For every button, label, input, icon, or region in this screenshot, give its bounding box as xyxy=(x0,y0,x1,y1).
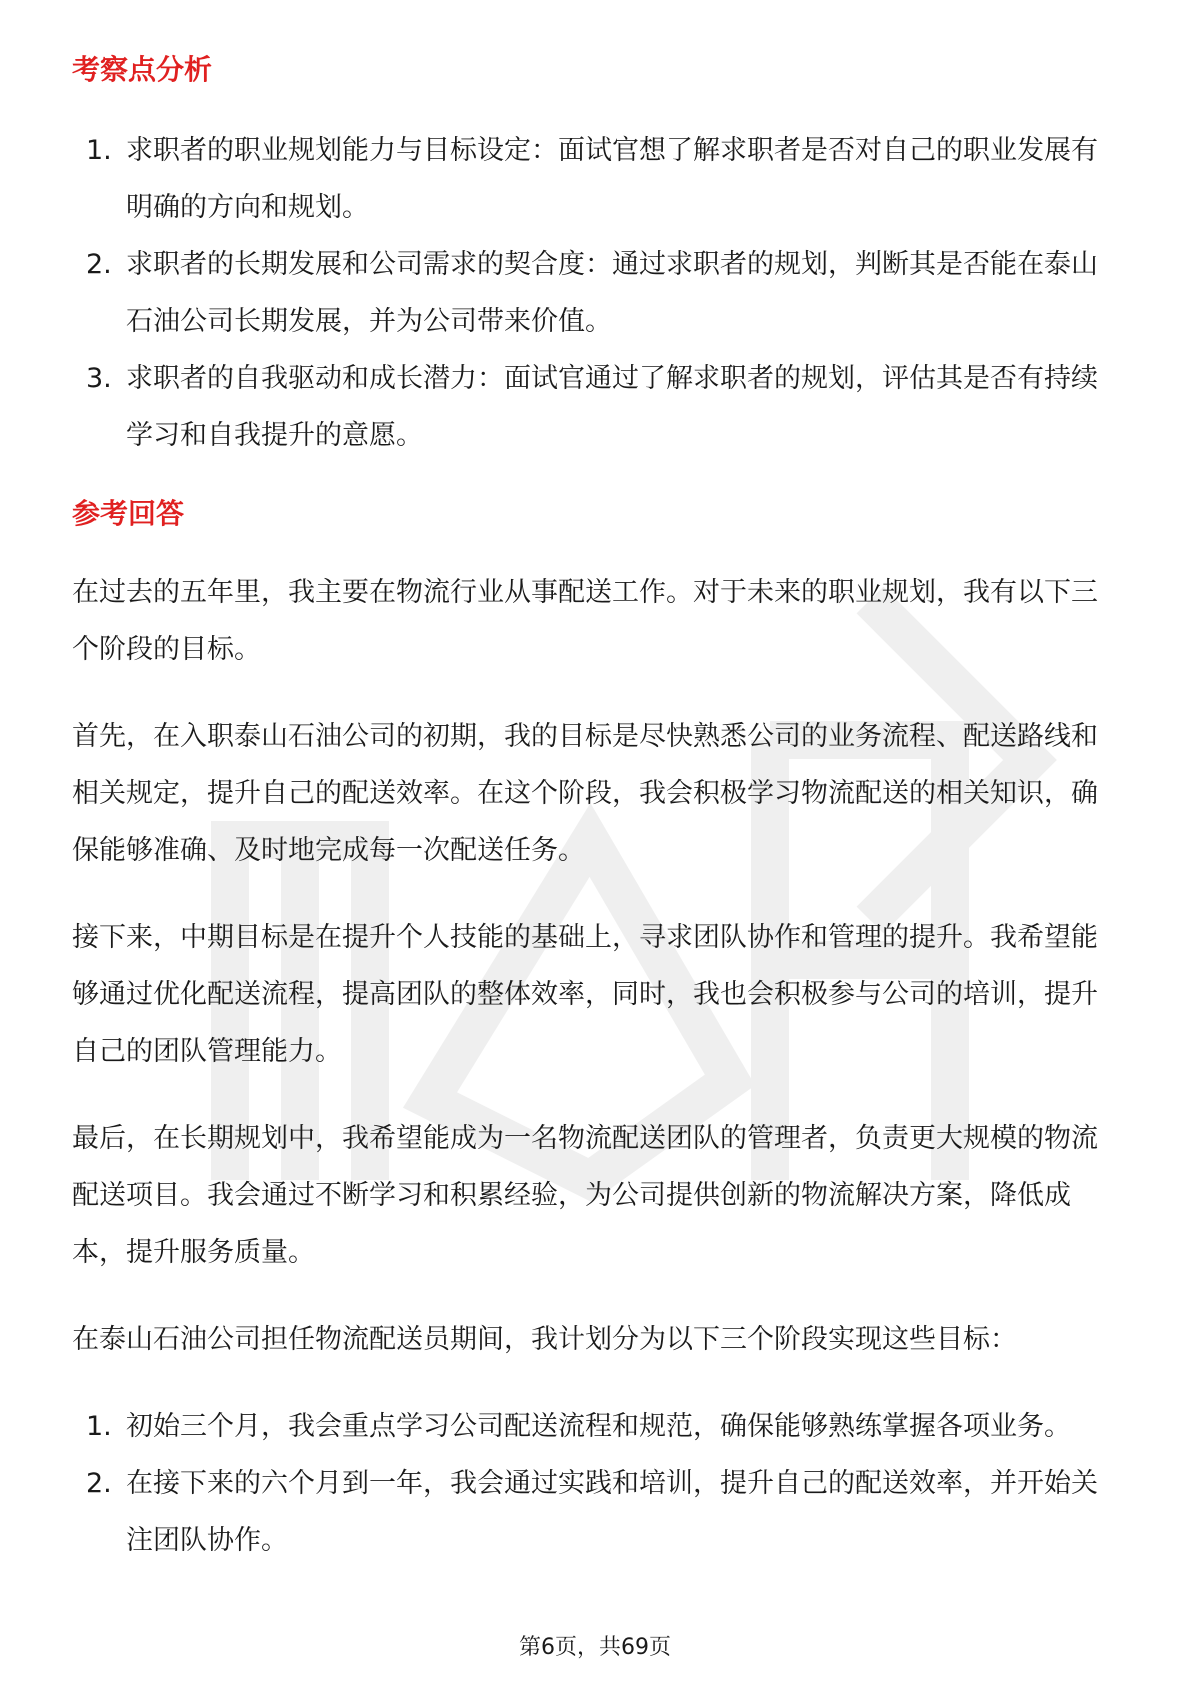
page-content xyxy=(72,44,1120,1569)
analysis-list xyxy=(72,122,1120,464)
list-number: 1. xyxy=(86,1411,112,1442)
list-number: 2. xyxy=(86,1468,112,1499)
list-number: 2. xyxy=(86,249,112,280)
list-number: 3. xyxy=(86,363,112,394)
list-item xyxy=(72,350,1120,464)
list-item-text: 在接下来的六个月到一年，我会通过实践和培训，提升自己的配送效率，并开始关注团队协作。 xyxy=(126,1468,1098,1556)
list-item-text: 求职者的职业规划能力与目标设定：面试官想了解求职者是否对自己的职业发展有明确的方向和规划。 xyxy=(126,135,1098,223)
answer-paragraph: 接下来，中期目标是在提升个人技能的基础上，寻求团队协作和管理的提升。我希望能够通过优化配送流程，提高团队的整体效率，同时，我也会积极参与公司的培训，提升自己的团队管理能力。 xyxy=(72,922,1098,1067)
section-heading-analysis: 考察点分析 xyxy=(72,53,213,86)
answer-paragraph: 在过去的五年里，我主要在物流行业从事配送工作。对于未来的职业规划，我有以下三个阶段的目标。 xyxy=(72,577,1098,665)
list-item xyxy=(72,236,1120,350)
list-item-text: 求职者的长期发展和公司需求的契合度：通过求职者的规划，判断其是否能在泰山石油公司长期发展，并为公司带来价值。 xyxy=(126,249,1098,337)
list-item-text: 初始三个月，我会重点学习公司配送流程和规范，确保能够熟练掌握各项业务。 xyxy=(126,1411,1071,1442)
list-item xyxy=(72,1398,1120,1455)
list-item xyxy=(72,122,1120,236)
list-number: 1. xyxy=(86,135,112,166)
plan-list xyxy=(72,1398,1120,1569)
list-item-text: 求职者的自我驱动和成长潜力：面试官通过了解求职者的规划，评估其是否有持续学习和自我提升的意愿。 xyxy=(126,363,1098,451)
list-item xyxy=(72,1455,1120,1569)
page-number-footer: 第6页，共69页 xyxy=(519,1635,671,1660)
answer-paragraph: 最后，在长期规划中，我希望能成为一名物流配送团队的管理者，负责更大规模的物流配送项目。我会通过不断学习和积累经验，为公司提供创新的物流解决方案，降低成本，提升服务质量。 xyxy=(72,1123,1098,1268)
answer-paragraph: 在泰山石油公司担任物流配送员期间，我计划分为以下三个阶段实现这些目标： xyxy=(72,1324,1017,1355)
section-heading-answer: 参考回答 xyxy=(72,497,185,530)
answer-paragraph: 首先，在入职泰山石油公司的初期，我的目标是尽快熟悉公司的业务流程、配送路线和相关规定，提升自己的配送效率。在这个阶段，我会积极学习物流配送的相关知识，确保能够准确、及时地完成每一次配送任务。 xyxy=(72,721,1098,866)
